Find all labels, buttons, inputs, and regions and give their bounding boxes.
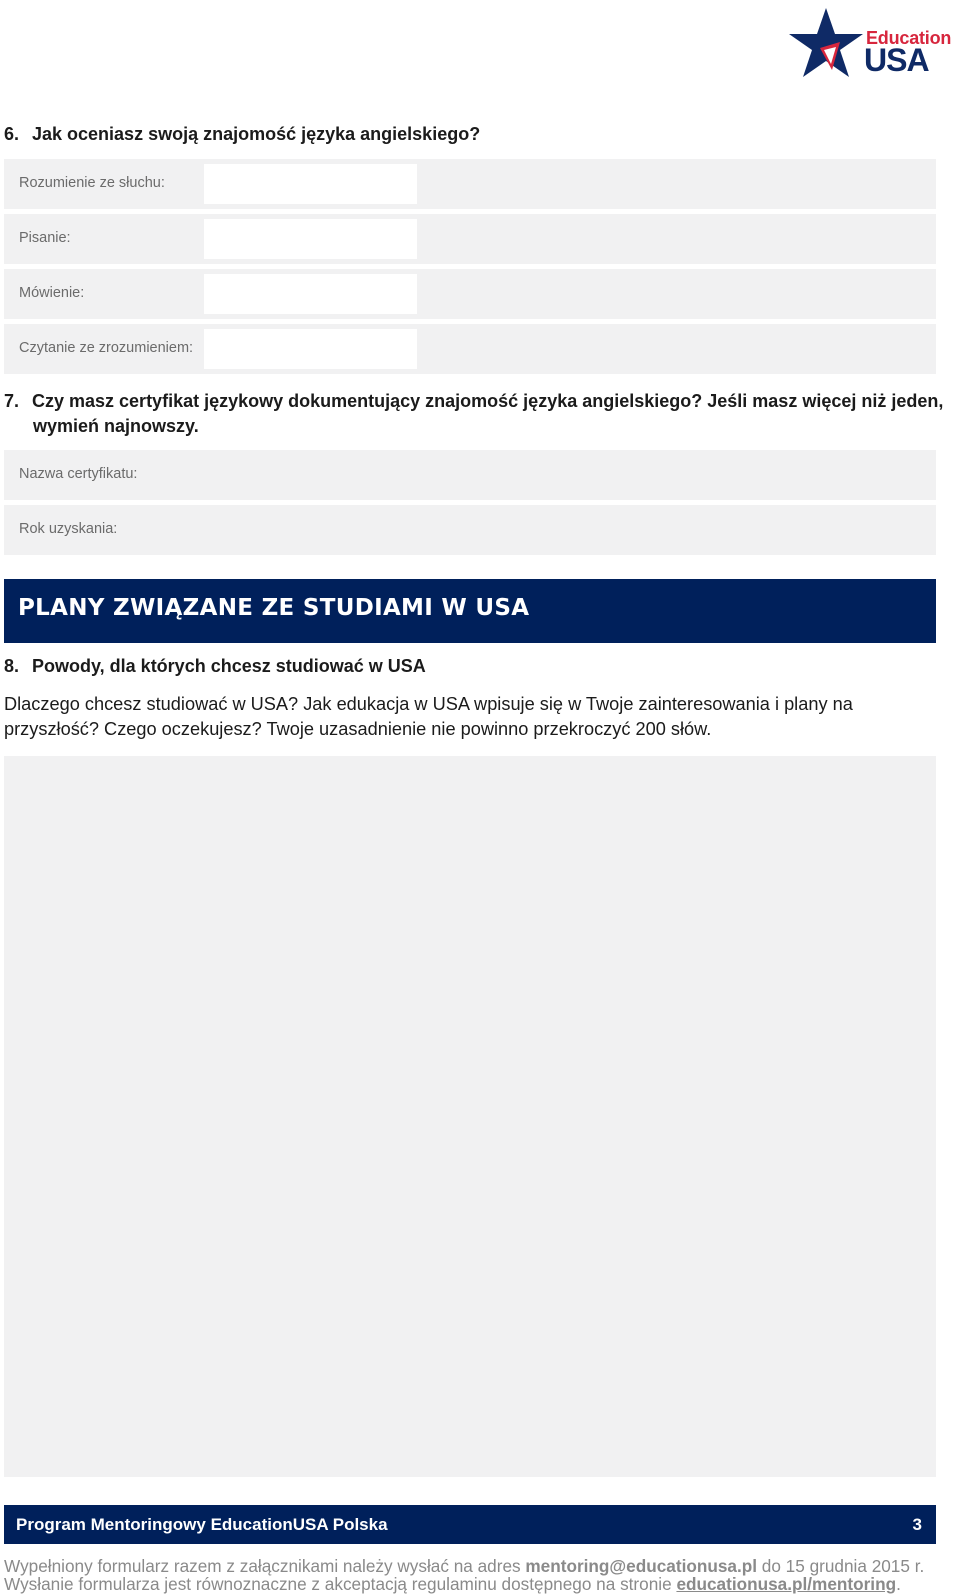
- footer-note-line2: [4, 1573, 901, 1595]
- speaking-row: [4, 269, 936, 319]
- reasons-answer-textarea[interactable]: [4, 756, 936, 1477]
- writing-row: [4, 214, 936, 264]
- listening-label: Rozumienie ze słuchu:: [19, 175, 165, 191]
- footer-email[interactable]: mentoring@educationusa.pl: [525, 1556, 758, 1576]
- certificate-year-row[interactable]: [4, 505, 936, 555]
- listening-row: [4, 159, 936, 209]
- footer-bar: [4, 1505, 936, 1544]
- question-7-number: 7.: [4, 391, 20, 411]
- speaking-label: Mówienie:: [19, 285, 85, 301]
- certificate-year-label: Rok uzyskania:: [19, 521, 118, 537]
- section-banner: [4, 579, 936, 643]
- question-8-number: 8.: [4, 656, 20, 676]
- star-logo-icon: [786, 4, 866, 82]
- writing-field[interactable]: [204, 219, 417, 259]
- footer-line1-deadline: do 15 grudnia 2015 r.: [757, 1556, 925, 1576]
- question-7-line2: wymień najnowszy.: [33, 416, 199, 436]
- speaking-field[interactable]: [204, 274, 417, 314]
- question-8-text: Powody, dla których chcesz studiować w USA: [32, 656, 426, 676]
- footer-line2-end: .: [896, 1574, 901, 1594]
- logo-word-usa: USA: [864, 42, 929, 78]
- educationusa-logo: [786, 4, 956, 82]
- footer-link[interactable]: educationusa.pl/mentoring: [676, 1574, 897, 1594]
- page-number: 3: [912, 1515, 922, 1534]
- reading-label: Czytanie ze zrozumieniem:: [19, 340, 194, 356]
- footer-program-title: Program Mentoringowy EducationUSA Polska: [16, 1515, 388, 1534]
- question-6: [4, 122, 480, 147]
- question-7-line1: Czy masz certyfikat językowy dokumentujący znajomość języka angielskiego? Jeśli masz więcej niż jeden,: [32, 391, 944, 411]
- certificate-name-label: Nazwa certyfikatu:: [19, 466, 138, 482]
- question-8-description: [4, 692, 934, 742]
- question-7: [4, 389, 943, 414]
- reading-field[interactable]: [204, 329, 417, 369]
- question-8-description-line2: przyszłość? Czego oczekujesz? Twoje uzasadnienie nie powinno przekroczyć 200 słów.: [4, 719, 712, 739]
- certificate-name-row[interactable]: [4, 450, 936, 500]
- question-6-text: Jak oceniasz swoją znajomość języka angielskiego?: [32, 124, 481, 144]
- footer-line2-text: Wysłanie formularza jest równoznaczne z akceptacją regulaminu dostępnego na stronie: [4, 1574, 677, 1594]
- listening-field[interactable]: [204, 164, 417, 204]
- section-banner-title: PLANY ZWIĄZANE ZE STUDIAMI W USA: [18, 595, 530, 621]
- footer-line1-text: Wypełniony formularz razem z załącznikami należy wysłać na adres: [4, 1556, 526, 1576]
- writing-label: Pisanie:: [19, 230, 71, 246]
- question-8: [4, 654, 426, 679]
- logo-word-education: Education: [866, 28, 952, 48]
- reading-row: [4, 324, 936, 374]
- question-6-number: 6.: [4, 124, 20, 144]
- question-8-description-line1: Dlaczego chcesz studiować w USA? Jak edukacja w USA wpisuje się w Twoje zainteresowania i plany na: [4, 694, 853, 714]
